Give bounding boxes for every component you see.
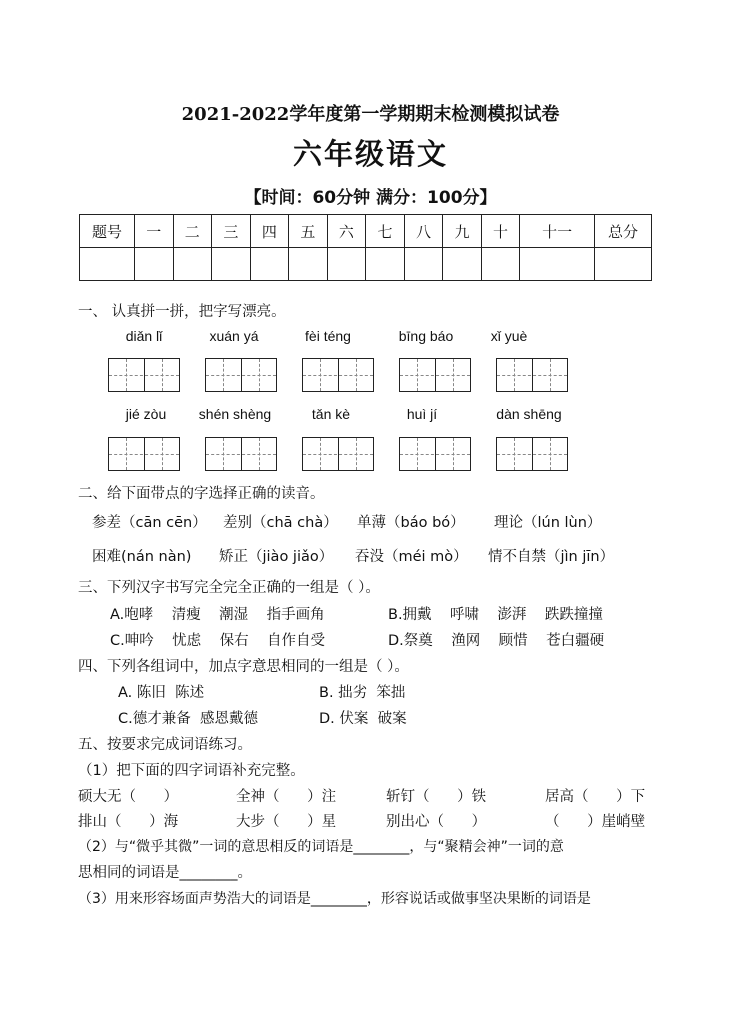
pinyin-label: tǎn kè — [311, 406, 351, 422]
idiom-item: 斩钉（ ）铁 — [386, 789, 487, 805]
section5-sub2-cont: 思相同的词语是________。 — [78, 865, 252, 881]
score-cell[interactable] — [366, 248, 405, 281]
score-header-row — [80, 215, 652, 248]
score-cell[interactable] — [80, 248, 135, 281]
score-header-cell: 九 — [443, 215, 482, 248]
section5-sub1: （1）把下面的四字词语补充完整。 — [78, 763, 305, 779]
writing-grid[interactable] — [302, 358, 374, 392]
reading-item: 理论（lún lùn） — [494, 515, 602, 531]
writing-grid[interactable] — [496, 358, 568, 392]
pinyin-label: dàn shēng — [496, 406, 562, 422]
writing-grid[interactable] — [399, 358, 471, 392]
section5-title: 五、按要求完成词语练习。 — [78, 737, 252, 753]
writing-grid[interactable] — [302, 437, 374, 471]
reading-item: 困难(nán nàn) — [92, 549, 192, 565]
score-entry-row — [80, 248, 652, 281]
section1-title: 一、 认真拼一拼，把字写漂亮。 — [78, 304, 286, 320]
writing-grid[interactable] — [108, 437, 180, 471]
exam-info: 【时间：60分钟 满分：100分】 — [244, 188, 497, 208]
idiom-item: 硕大无（ ） — [78, 789, 179, 805]
option-a: A. 陈旧 陈述 — [118, 685, 205, 701]
idiom-item: 全神（ ）注 — [236, 789, 337, 805]
option-d: D. 伏案 破案 — [319, 711, 407, 727]
score-cell[interactable] — [173, 248, 212, 281]
option-b: B. 拙劣 笨拙 — [319, 685, 406, 701]
pinyin-label: shén shèng — [198, 406, 272, 422]
idiom-item: 居高（ ）下 — [545, 789, 646, 805]
score-header-cell: 题号 — [80, 215, 135, 248]
score-header-cell: 一 — [135, 215, 174, 248]
option-b: B.拥戴 呼啸 澎湃 跌跌撞撞 — [388, 607, 603, 623]
writing-grid[interactable] — [205, 358, 277, 392]
pinyin-label: jié zòu — [125, 406, 167, 422]
score-cell[interactable] — [595, 248, 652, 281]
option-d: D.祭奠 渔网 顾惜 苍白疆硬 — [388, 633, 605, 649]
section3-title: 三、下列汉字书写完全完全正确的一组是（ ）。 — [78, 580, 380, 596]
score-header-cell: 六 — [327, 215, 366, 248]
idiom-item: 排山（ ）海 — [78, 814, 179, 830]
score-cell[interactable] — [327, 248, 366, 281]
score-header-cell: 十 — [481, 215, 520, 248]
option-a: A.咆哮 清瘦 潮湿 指手画角 — [110, 607, 325, 623]
writing-grid[interactable] — [399, 437, 471, 471]
section5-sub2: （2）与“微乎其微”一词的意思相反的词语是________，与“聚精会神”一词的意 — [78, 839, 564, 855]
score-cell[interactable] — [135, 248, 174, 281]
reading-item: 矫正（jiào jiǎo） — [219, 549, 334, 565]
writing-grid[interactable] — [108, 358, 180, 392]
subject-title: 六年级语文 — [292, 137, 448, 171]
pinyin-label: xǐ yuè — [490, 328, 528, 344]
score-header-cell: 二 — [173, 215, 212, 248]
exam-title: 2021-2022学年度第一学期期末检测模拟试卷 — [181, 104, 560, 125]
section5-sub3: （3）用来形容场面声势浩大的词语是________，形容说话或做事坚决果断的词语是 — [78, 891, 591, 907]
score-cell[interactable] — [520, 248, 595, 281]
score-cell[interactable] — [212, 248, 251, 281]
option-c: C.呻吟 忧虑 保右 自作自受 — [110, 633, 326, 649]
writing-grid[interactable] — [205, 437, 277, 471]
option-c: C.德才兼备 感恩戴德 — [118, 711, 258, 727]
idiom-item: 别出心（ ） — [386, 814, 487, 830]
pinyin-label: diǎn lǐ — [125, 328, 163, 344]
score-cell[interactable] — [250, 248, 289, 281]
reading-item: 吞没（méi mò） — [355, 549, 468, 565]
score-cell[interactable] — [289, 248, 328, 281]
score-table — [79, 214, 652, 281]
reading-item: 情不自禁（jìn jīn） — [488, 549, 615, 565]
section2-title: 二、给下面带点的字选择正确的读音。 — [78, 486, 325, 502]
idiom-item: （ ）崖峭壁 — [545, 814, 646, 830]
score-header-cell: 七 — [366, 215, 405, 248]
reading-item: 单薄（báo bó） — [357, 515, 465, 531]
score-cell[interactable] — [443, 248, 482, 281]
score-header-cell: 五 — [289, 215, 328, 248]
score-header-cell: 四 — [250, 215, 289, 248]
pinyin-label: bīng báo — [398, 328, 454, 344]
writing-grid[interactable] — [496, 437, 568, 471]
score-cell[interactable] — [404, 248, 443, 281]
score-header-cell: 三 — [212, 215, 251, 248]
score-header-cell: 总分 — [595, 215, 652, 248]
score-cell[interactable] — [481, 248, 520, 281]
reading-item: 参差（cān cēn） — [92, 515, 207, 531]
section4-title: 四、下列各组词中，加点字意思相同的一组是（ ）。 — [78, 659, 409, 675]
score-header-cell: 八 — [404, 215, 443, 248]
pinyin-label: xuán yá — [209, 328, 259, 344]
score-header-cell: 十一 — [520, 215, 595, 248]
idiom-item: 大步（ ）星 — [236, 814, 337, 830]
pinyin-label: fèi téng — [305, 328, 351, 344]
reading-item: 差别（chā chà） — [223, 515, 338, 531]
pinyin-label: huì jí — [406, 406, 438, 422]
